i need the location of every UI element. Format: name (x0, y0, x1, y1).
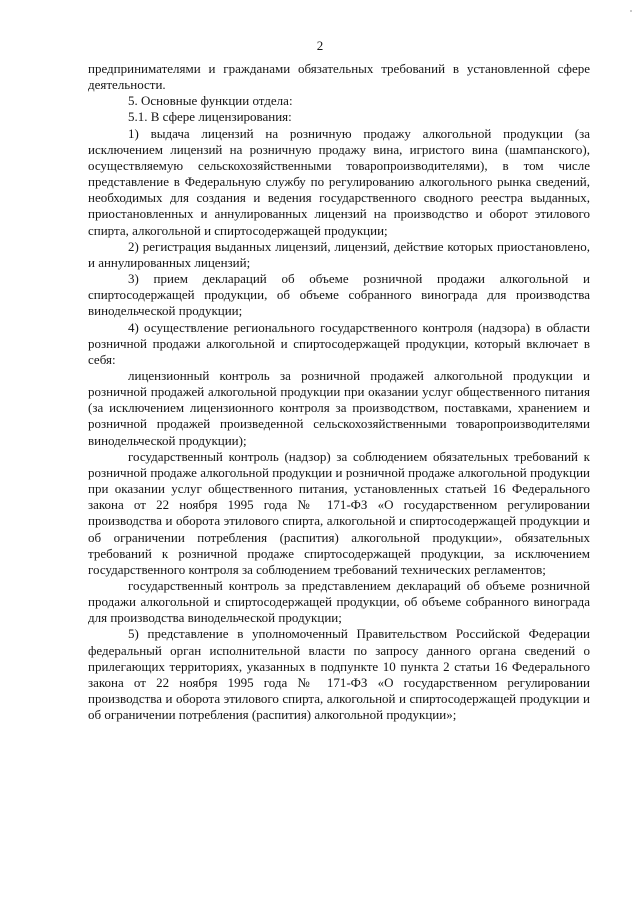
paragraph-section-heading: 5. Основные функции отдела: (128, 93, 293, 109)
paragraph-item-2: 2) регистрация выданных лицензий, лицензий, действие которых приостановлено, и аннулированных лицензий; (88, 238, 590, 270)
paragraph-item-4-licensing-control: лицензионный контроль за розничной продажей алкогольной продукции и розничной продажей алкогольной продукции при оказании услуг общественного питания (за исключением лицензионного контроля за производством, поставками, хранением и розничной продажей произведенной сельскохозяйственными товаропроизводителями винодельческой продукции); (88, 367, 590, 448)
paragraph-subsection-heading: 5.1. В сфере лицензирования: (128, 109, 292, 125)
paragraph-item-4: 4) осуществление регионального государственного контроля (надзора) в области розничной продажи алкогольной и спиртосодержащей продукции, который включает в себя: (88, 319, 590, 367)
paragraph-item-5: 5) представление в уполномоченный Правительством Российской Федерации федеральный орган исполнительной власти по запросу данного органа сведений о прилегающих территориях, указанных в подпункте 10 пункта 2 статьи 16 Федерального закона от 22 ноября 1995 года № 171-ФЗ «О государственном регулировании производства и оборота этилового спирта, алкогольной и спиртосодержащей продукции и об ограничении потребления (распития) алкогольной продукции»; (88, 626, 590, 723)
paragraph-item-3: 3) прием деклараций об объеме розничной продажи алкогольной и спиртосодержащей продукции, об объеме собранного винограда для производства винодельческой продукции; (88, 271, 590, 319)
scan-speck (630, 10, 632, 12)
paragraph-item-1: 1) выдача лицензий на розничную продажу алкогольной продукции (за исключением лицензий на розничную продажу вина, игристого вина (шампанского), осуществляемую сельскохозяйственными товаропроизводителями), в том числе представление в Федеральную службу по регулированию алкогольного рынка сведений, необходимых для создания и ведения государственного сводного реестра выданных, приостановленных и аннулированных лицензий на производство и оборот этилового спирта, алкогольной и спиртосодержащей продукции; (88, 125, 590, 238)
paragraph-continuation: предпринимателями и гражданами обязательных требований в установленной сфере деятельности. (88, 61, 590, 93)
paragraph-item-4-state-control: государственный контроль (надзор) за соблюдением обязательных требований к розничной продаже алкогольной продукции и розничной продаже алкогольной продукции при оказании услуг общественного питания, установленных статьей 16 Федерального закона от 22 ноября 1995 года № 171-ФЗ «О государственном регулировании производства и оборота этилового спирта, алкогольной и спиртосодержащей продукции и об ограничении потребления (распития) алкогольной продукции», обязательных требований к розничной продаже спиртосодержащей продукции, за исключением государственного контроля за соблюдением требований технических регламентов; (88, 448, 590, 577)
document-body (88, 61, 590, 723)
page-number: 2 (316, 38, 324, 53)
paragraph-item-4-declarations-control: государственный контроль за представлением деклараций об объеме розничной продажи алкогольной и спиртосодержащей продукции, об объеме собранного винограда для производства винодельческой продукции; (88, 578, 590, 626)
